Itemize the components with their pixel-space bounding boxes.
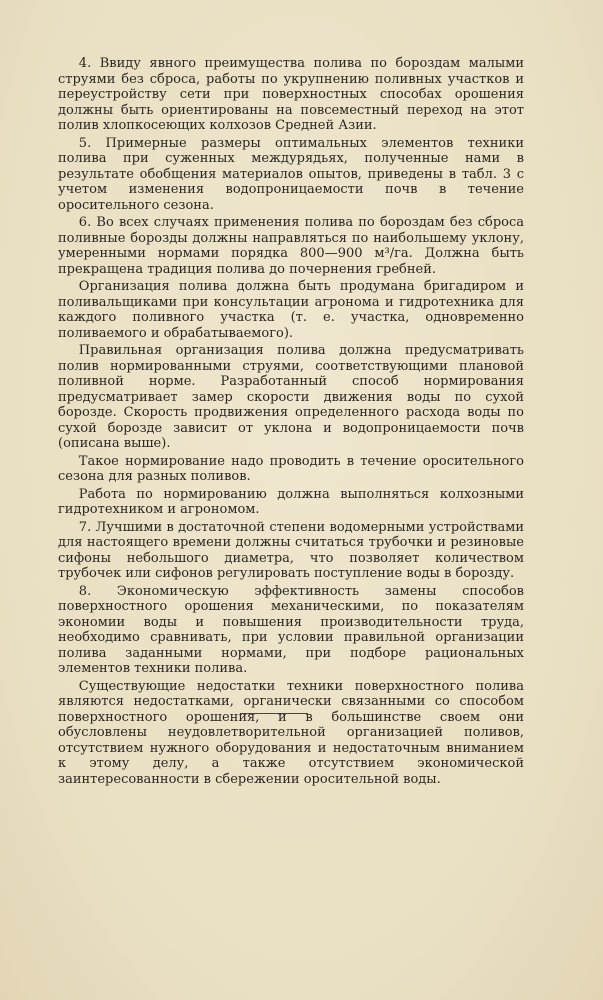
paragraph-normalization-work: Работа по нормированию должна выполняться колхозными гидротехником и агрономом. <box>58 486 524 517</box>
paragraph-item-7: 7. Лучшими в достаточной степени водомерными устройствами для настоящего времени должны считаться трубочки и резиновые сифоны небольшого диаметра, что позволяет количеством трубочек или сифонов регулировать поступление воды в борозду. <box>58 519 524 581</box>
paragraph-normalization-season: Такое нормирование надо проводить в течение оросительного сезона для разных поливов. <box>58 453 524 484</box>
paragraph-proper-organization: Правильная организация полива должна предусматривать полив нормированными струями, соответствующими плановой поливной норме. Разработанный способ нормирования предусматривает замер скорости движения воды по сухой борозде. Скорость продвижения определенного расхода воды по сухой борозде зависит от уклона и водопроницаемости почв (описана выше). <box>58 343 524 451</box>
paragraph-item-6: 6. Во всех случаях применения полива по бороздам без сброса поливные борозды должны направляться по наибольшему уклону, умеренными нормами порядка 800—900 м³/га. Должна быть прекращена традиция полива до почернения гребней. <box>58 215 524 277</box>
paragraph-organization: Организация полива должна быть продумана бригадиром и поливальщиками при консультации агронома и гидротехника для каждого поливного участка (т. е. участка, одновременно поливаемого и обрабатываемого). <box>58 279 524 341</box>
paragraph-item-4: 4. Ввиду явного преимущества полива по бороздам малыми струями без сброса, работы по укрупнению поливных участков и переустройству сети при поверхностных способах орошения должны быть ориентированы на повсеместный переход на этот полив хлопкосеющих колхозов Средней Азии. <box>58 56 524 133</box>
paragraph-conclusion: Существующие недостатки техники поверхностного полива являются недостатками, органически связанными со способом поверхностного орошения, и в большинстве своем они обусловлены неудовлетворительной организацией поливов, отсутствием нужного оборудования и недостаточным вниманием к этому делу, а также отсутствием экономической заинтересованности в сбережении оросительной воды. <box>58 678 524 787</box>
paragraph-item-5: 5. Примерные размеры оптимальных элементов техники полива при суженных междурядьях, полученные нами в результате обобщения материалов опытов, приведены в табл. 3 с учетом изменения водопроницаемости почв в течение оросительного сезона. <box>58 135 524 213</box>
section-divider <box>240 713 308 714</box>
paragraph-item-8: 8. Экономическую эффективность замены способов поверхностного орошения механическими, по показателям экономии воды и повышения производительности труда, необходимо сравнивать, при условии правильной организации полива заданными нормами, при подборе рациональных элементов техники полива. <box>58 583 524 676</box>
body-text <box>58 56 524 789</box>
